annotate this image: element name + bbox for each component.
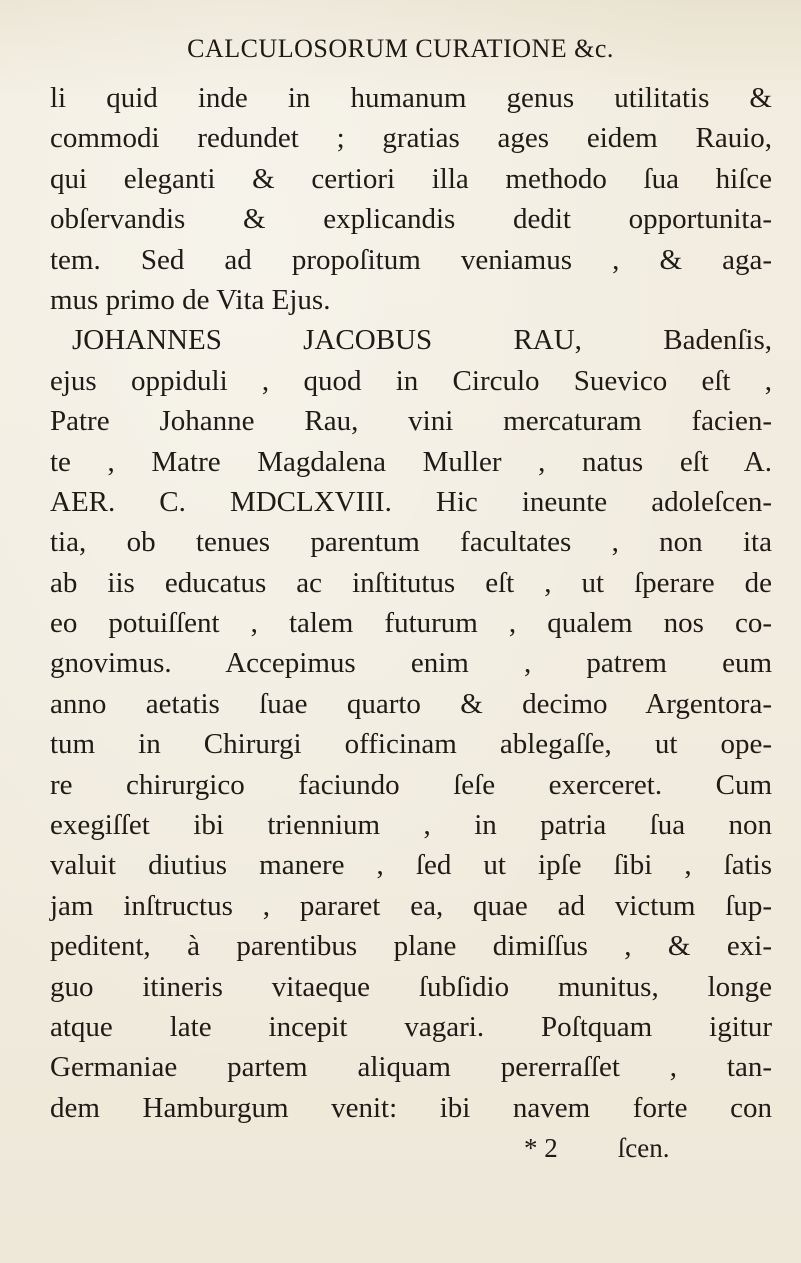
text-line-16: anno aetatis ſuae quarto & decimo Argentora- [50, 687, 772, 720]
text-line-3: qui eleganti & certiori illa methodo ſua hiſce [50, 162, 772, 195]
text-line-18: re chirurgico faciundo ſeſe exerceret. Cum [50, 768, 772, 801]
text-line-26: dem Hamburgum venit: ibi navem forte con [50, 1091, 772, 1124]
catchword: ſcen. [617, 1133, 670, 1164]
text-line-17: tum in Chirurgi officinam ablegaſſe, ut ope- [50, 728, 772, 761]
text-line-12: tia, ob tenues parentum facultates , non ita [50, 526, 772, 559]
text-line-25: Germaniae partem aliquam pererraſſet , tan- [50, 1051, 772, 1084]
running-head: CALCULOSORUM CURATIONE &c. [187, 34, 614, 63]
text-line-4: obſervandis & explicandis dedit opportunita- [50, 203, 772, 236]
signature-mark: * 2 [524, 1133, 558, 1164]
body-text [50, 78, 772, 1169]
signature-line [50, 1128, 772, 1168]
text-line-22: peditent, à parentibus plane dimiſſus , & exi- [50, 930, 772, 963]
text-line-14: eo potuiſſent , talem futurum , qualem nos co- [50, 607, 772, 640]
text-line-9: Patre Johanne Rau, vini mercaturam facien- [50, 405, 772, 438]
text-line-11: AER. C. MDCLXVIII. Hic ineunte adoleſcen- [50, 485, 772, 518]
text-line-23: guo itineris vitaeque ſubſidio munitus, longe [50, 970, 772, 1003]
text-line-10: te , Matre Magdalena Muller , natus eſt A. [50, 445, 772, 478]
text-line-7: JOHANNES JACOBUS RAU, Badenſis, [72, 324, 772, 357]
text-line-6: mus primo de Vita Ejus. [50, 283, 331, 316]
text-line-15: gnovimus. Accepimus enim , patrem eum [50, 647, 772, 680]
text-line-24: atque late incepit vagari. Poſtquam igitur [50, 1010, 772, 1043]
text-line-1: li quid inde in humanum genus utilitatis & [50, 82, 772, 114]
text-line-8: ejus oppiduli , quod in Circulo Suevico eſt , [50, 364, 772, 397]
text-line-20: valuit diutius manere , ſed ut ipſe ſibi , ſatis [50, 849, 772, 882]
text-line-19: exegiſſet ibi triennium , in patria ſua non [50, 809, 772, 842]
text-line-5: tem. Sed ad propoſitum veniamus , & aga- [50, 243, 772, 276]
text-line-2: commodi redundet ; gratias ages eidem Rauio, [50, 122, 772, 155]
text-line-21: jam inſtructus , pararet ea, quae ad victum ſup- [50, 889, 772, 922]
text-line-13: ab iis educatus ac inſtitutus eſt , ut ſperare de [50, 566, 772, 599]
